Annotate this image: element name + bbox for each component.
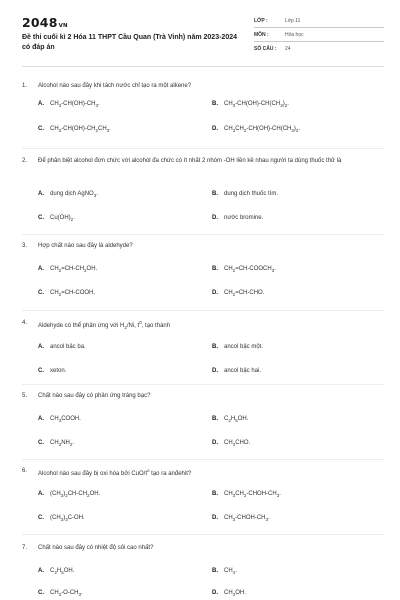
option-text: $Cu(OH)_2$. [50,215,75,223]
question-divider [22,234,384,235]
answer-option[interactable] [38,266,97,273]
meta-count-value: 24 [285,46,291,52]
question-number: 3. [22,243,28,249]
answer-option[interactable] [38,416,81,423]
option-text: $(CH_3)_3C-OH$. [50,515,85,523]
question-text: Chất nào sau đây có nhiệt độ sôi cao nhất? [38,545,154,551]
option-text: $CH_3NH_2$. [50,440,75,448]
question-text: Alcohol nào sau đây khi tách nước chỉ tạo ra một alkene? [38,83,192,89]
question-number: 5. [22,393,28,399]
option-text: $CH_3CH_2-CH(OH)-CH(CH_3)_2$. [224,126,301,134]
meta-divider [254,41,384,42]
answer-option[interactable] [38,491,100,498]
option-text: $C_2H_5OH$. [224,416,249,424]
answer-option[interactable] [212,215,263,221]
question-text: Hợp chất nào sau đây là aldehyde? [38,243,133,249]
logo-text: 2048 [22,15,58,30]
option-letter: A. [38,344,44,350]
answer-option[interactable] [212,590,246,597]
answer-option[interactable] [38,215,75,222]
option-letter: D. [212,590,218,596]
question-number: 1. [22,83,28,89]
answer-option[interactable] [212,416,248,423]
option-text: $CH_2=CH-COOCH_3$. [224,266,276,274]
option-text: $CH_3-CH(OH)-CH_2CH_3$. [50,126,111,134]
answer-option[interactable] [212,491,281,498]
question-number: 4. [22,320,28,326]
question-text: Chất nào sau đây có phản ứng tráng bạc? [38,393,151,399]
question-number: 2. [22,158,28,164]
option-letter: C. [38,590,44,596]
site-logo[interactable] [22,15,68,30]
question-divider [22,310,384,311]
answer-option[interactable] [212,368,261,374]
option-text: $CH_3CHO$. [224,440,251,448]
answer-option[interactable] [38,344,86,350]
meta-class-key: LỚP : [254,18,268,24]
question-number: 6. [22,468,28,474]
option-letter: A. [38,491,44,497]
answer-option[interactable] [212,290,264,297]
option-text: $CH_3-CH(OH)-CH(CH_3)_2$. [224,101,289,109]
answer-option[interactable] [38,191,98,198]
option-letter: B. [212,344,218,350]
option-text: $CH_2=CH$-COOH. [50,290,96,298]
answer-option[interactable] [38,590,83,597]
option-text: $CH_2=CH-CH_2OH$. [50,266,98,274]
option-letter: B. [212,101,218,107]
question-text: Aldehyde có thể phản ứng với $H_2/Ni$, $t^0$, tạo thành [38,320,171,331]
option-text: dung dịch thuốc tím. [224,191,279,197]
option-text: xeton. [50,368,67,374]
question-text: Để phân biệt alcohol đơn chức với alcohol đa chức có ít nhất 2 nhóm -OH liền kề nhau người ta dùng thuốc thử là [38,158,342,164]
option-letter: C. [38,440,44,446]
answer-option[interactable] [212,101,289,108]
answer-option[interactable] [38,101,100,108]
answer-option[interactable] [212,344,263,350]
option-text: $C_2H_5OH$. [50,568,75,576]
meta-class-value: Lớp 11 [285,18,301,24]
option-letter: B. [212,416,218,422]
option-text: $CH_3OH$. [224,590,246,598]
answer-option[interactable] [38,290,95,297]
question-divider [22,459,384,460]
answer-option[interactable] [212,515,270,522]
option-text: ancol bậc hai. [224,368,262,374]
meta-count-key: SỐ CÂU : [254,46,277,52]
logo-suffix: VN [58,23,68,29]
option-text: dung dịch AgNO$_3$. [50,191,98,199]
option-letter: D. [212,290,218,296]
answer-option[interactable] [212,568,237,575]
question-number: 7. [22,545,28,551]
option-text: $CH_3-CH(OH)-CH_3$. [50,101,100,109]
option-letter: A. [38,416,44,422]
answer-option[interactable] [38,440,74,447]
answer-option[interactable] [38,126,111,133]
page-title: Đề thi cuối kì 2 Hóa 11 THPT Cầu Quan (Trà Vinh) năm 2023-2024 có đáp án [22,34,237,51]
option-letter: C. [38,290,44,296]
answer-option[interactable] [212,266,276,273]
option-letter: C. [38,215,44,221]
question-divider [22,534,384,535]
question-text: Alcohol nào sau đây bị oxi hóa bởi CuO/$t^o$ tạo ra anđehit? [38,468,192,477]
option-text: nước bromine. [224,215,264,221]
answer-option[interactable] [38,368,66,374]
option-letter: A. [38,191,44,197]
option-letter: B. [212,491,218,497]
option-letter: A. [38,568,44,574]
option-letter: A. [38,101,44,107]
meta-divider [254,27,384,28]
answer-option[interactable] [212,440,250,447]
option-letter: C. [38,515,44,521]
option-text: $CH_3COOH$. [50,416,81,424]
meta-subject-value: Hóa học [285,32,304,38]
option-text: $CH_2=CH$-CHO. [224,290,265,298]
option-letter: B. [212,191,218,197]
option-text: $(CH_3)_2CH-CH_2OH$. [50,491,101,499]
header-divider [22,66,384,67]
option-text: ancol bậc ba. [50,344,86,350]
option-letter: C. [38,368,44,374]
option-text: $CH_3-CHOH-CH_3$. [224,515,270,523]
option-letter: D. [212,368,218,374]
meta-subject-key: MÔN : [254,32,269,38]
question-divider [22,148,384,149]
option-text: $CH_4$. [224,568,237,576]
answer-option[interactable] [38,568,74,575]
option-letter: A. [38,266,44,272]
answer-option[interactable] [212,126,300,133]
answer-option[interactable] [212,191,278,197]
option-letter: D. [212,440,218,446]
option-letter: B. [212,568,218,574]
option-letter: D. [212,515,218,521]
option-letter: C. [38,126,44,132]
option-text: $CH_3CH_2-CHOH-CH_3$. [224,491,281,499]
option-text: ancol bậc một. [224,344,264,350]
question-divider [22,384,384,385]
option-letter: B. [212,266,218,272]
option-text: $CH_3-O-CH_3$. [50,590,83,598]
answer-option[interactable] [38,515,85,522]
option-letter: D. [212,126,218,132]
option-letter: D. [212,215,218,221]
